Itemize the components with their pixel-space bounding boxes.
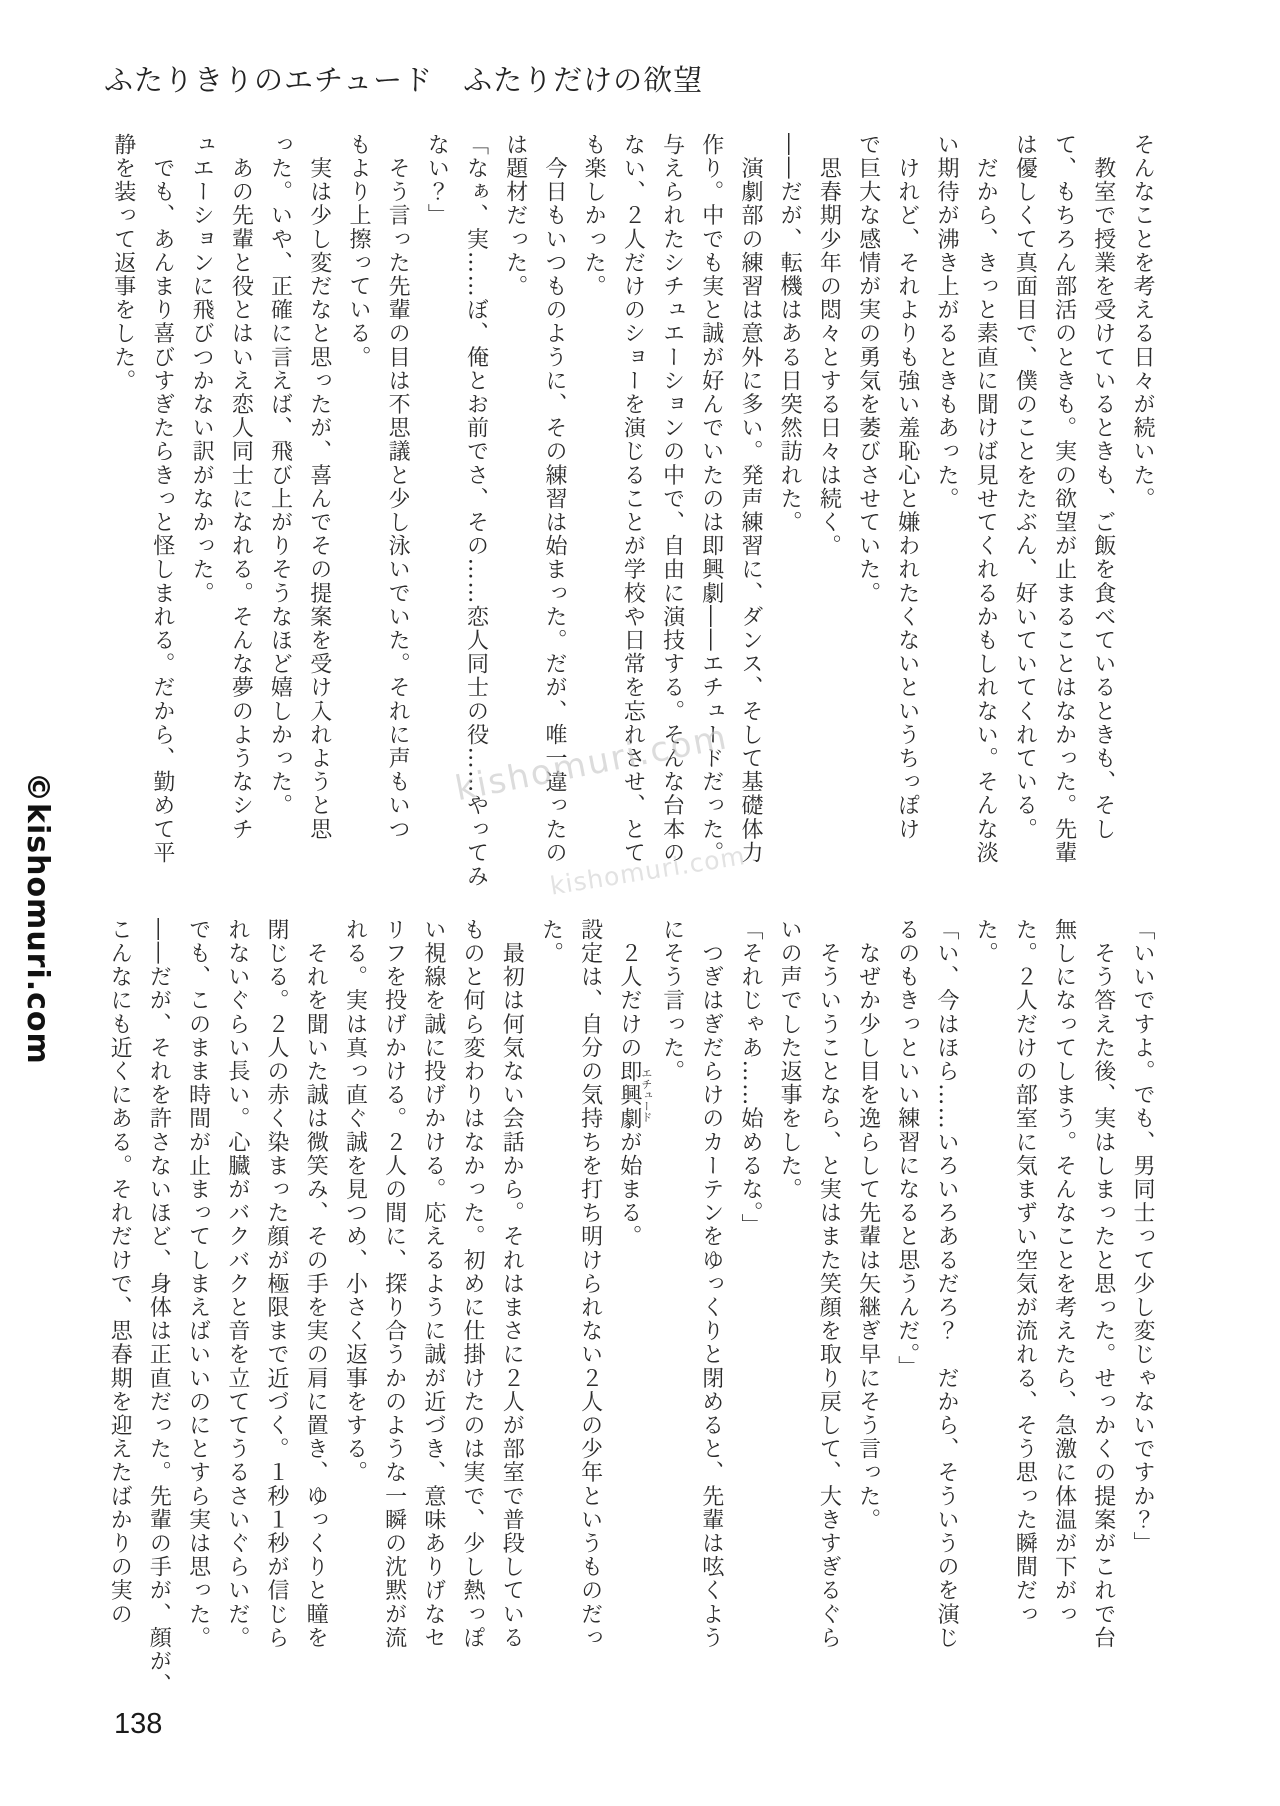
text-column: た。 [538,918,564,966]
text-block-bottom [104,918,1162,1704]
text-column: で巨大な感情が実の勇気を萎びさせていた。 [855,133,881,605]
text-column: つぎはぎだらけのカーテンをゆっくりと閉めると、先輩は呟くよう [698,918,724,1650]
text-column: でも、あんまり喜びすぎたらきっと怪しまれる。だから、勤めて平 [149,133,175,865]
text-column: 演劇部の練習は意外に多い。発声練習に、ダンス、そして基礎体力 [737,133,763,865]
text-block-top [104,133,1162,919]
text-column: 設定は、自分の気持ちを打ち明けられない２人の少年というものだっ [577,918,603,1650]
text-column: 「い、今はほら……いろいろあるだろ？ だから、そういうのを演じ [933,918,959,1650]
text-column: 静を装って返事をした。 [110,133,136,393]
text-column: ――だが、それを許さないほど、身体は正直だった。先輩の手が、顔が、 [146,918,172,1697]
text-column: た。 [973,918,999,966]
text-column: 今日もいつものように、その練習は始まった。だが、唯一違ったの [541,133,567,865]
text-column: 閉じる。２人の赤く染まった顔が極限まで近づく。１秒１秒が信じら [264,918,290,1650]
copyright-watermark: ©kishomuri.com [20,772,55,1065]
text-column: だから、きっと素直に聞けば見せてくれるかもしれない。そんな淡 [973,133,999,865]
text-column: は題材だった。 [502,133,528,299]
text-column: もより上擦っている。 [345,133,371,369]
text-column: けれど、それよりも強い羞恥心と嫌われたくないというちっぽけ [894,133,920,841]
text-column: こんなにも近くにある。それだけで、思春期を迎えたばかりの実の [107,918,133,1626]
text-column: った。いや、正確に言えば、飛び上がりそうなほど嬉しかった。 [267,133,293,818]
text-column: それを聞いた誠は微笑み、その手を実の肩に置き、ゆっくりと瞳を [303,918,329,1650]
text-column: 実は少し変だなと思ったが、喜んでその提案を受け入れようと思 [306,133,332,841]
ghost-watermark: kishomuri.com [452,717,732,810]
text-column: 「なぁ、実……ぼ、俺とお前でさ、その……恋人同士の役……やってみ [463,133,489,889]
text-column: ない？」 [424,133,450,228]
text-column: 「それじゃあ……始めるな。」 [737,918,763,1238]
page-number: 138 [114,1708,163,1740]
text-column: あの先輩と役とはいえ恋人同士になれる。そんな夢のようなシチ [228,133,254,841]
text-column: 無しになってしまう。そんなことを考えたら、急激に体温が下がっ [1051,918,1077,1626]
text-column: 思春期少年の悶々とする日々は続く。 [816,133,842,558]
text-column: そういうことなら、と実はまた笑顔を取り戻して、大きすぎるぐら [816,918,842,1650]
text-column: い視線を誠に投げかける。応えるように誠が近づき、意味ありげなセ [420,918,446,1650]
text-column: ない、２人だけのショーを演じることが学校や日常を忘れさせ、とて [620,133,646,865]
text-column: にそう言った。 [659,918,685,1084]
text-column: れる。実は真っ直ぐ誠を見つめ、小さく返事をする。 [342,918,368,1485]
text-column: でも、このまま時間が止まってしまえばいいのにとすら実は思った。 [185,918,211,1650]
text-column: ２人だけの即興劇エチュードが始まる。 [616,918,653,1249]
text-column: 作り。中でも実と誠が好んでいたのは即興劇――エチュードだった。 [698,133,724,865]
text-column: は優しくて真面目で、僕のことをたぶん、好いていてくれている。 [1012,133,1038,841]
text-column: ――だが、転機はある日突然訪れた。 [777,133,803,535]
text-column: ュエーションに飛びつかない訳がなかった。 [189,133,215,605]
text-column: リフを投げかける。２人の間に、探り合うかのような一瞬の沈黙が流 [381,918,407,1650]
text-column: そんなことを考える日々が続いた。 [1130,133,1155,511]
text-column: も楽しかった。 [581,133,607,299]
text-column: 「いいですよ。でも、男同士って少し変じゃないですか？」 [1130,918,1155,1556]
page-title: ふたりきりのエチュード ふたりだけの欲望 [104,63,704,97]
text-column: て、もちろん部活のときも。実の欲望が止まることはなかった。先輩 [1051,133,1077,865]
text-column: 最初は何気ない会話から。それはまさに２人が部室で普段している [499,918,525,1650]
text-column: い期待が沸き上がるときもあった。 [933,133,959,511]
text-column: なぜか少し目を逸らして先輩は矢継ぎ早にそう言った。 [855,918,881,1532]
text-column: いの声でした返事をした。 [777,918,803,1202]
text-column: 与えられたシチュエーションの中で、自由に演技する。そんな台本の [659,133,685,865]
text-column: るのもきっといい練習になると思うんだ。」 [894,918,920,1379]
text-column: れないぐらい長い。心臓がバクバクと音を立ててうるさいぐらいだ。 [224,918,250,1650]
text-column: そう言った先輩の目は不思議と少し泳いでいた。それに声もいつ [385,133,411,841]
text-column: た。２人だけの部室に気まずい空気が流れる、そう思った瞬間だっ [1012,918,1038,1626]
text-column: そう答えた後、実はしまったと思った。せっかくの提案がこれで台 [1090,918,1116,1650]
ghost-watermark: kishomuri.com [548,841,748,901]
text-column: ものと何ら変わりはなかった。初めに仕掛けたのは実で、少し熱っぽ [460,918,486,1650]
text-column: 教室で授業を受けているときも、ご飯を食べているときも、そし [1090,133,1116,841]
